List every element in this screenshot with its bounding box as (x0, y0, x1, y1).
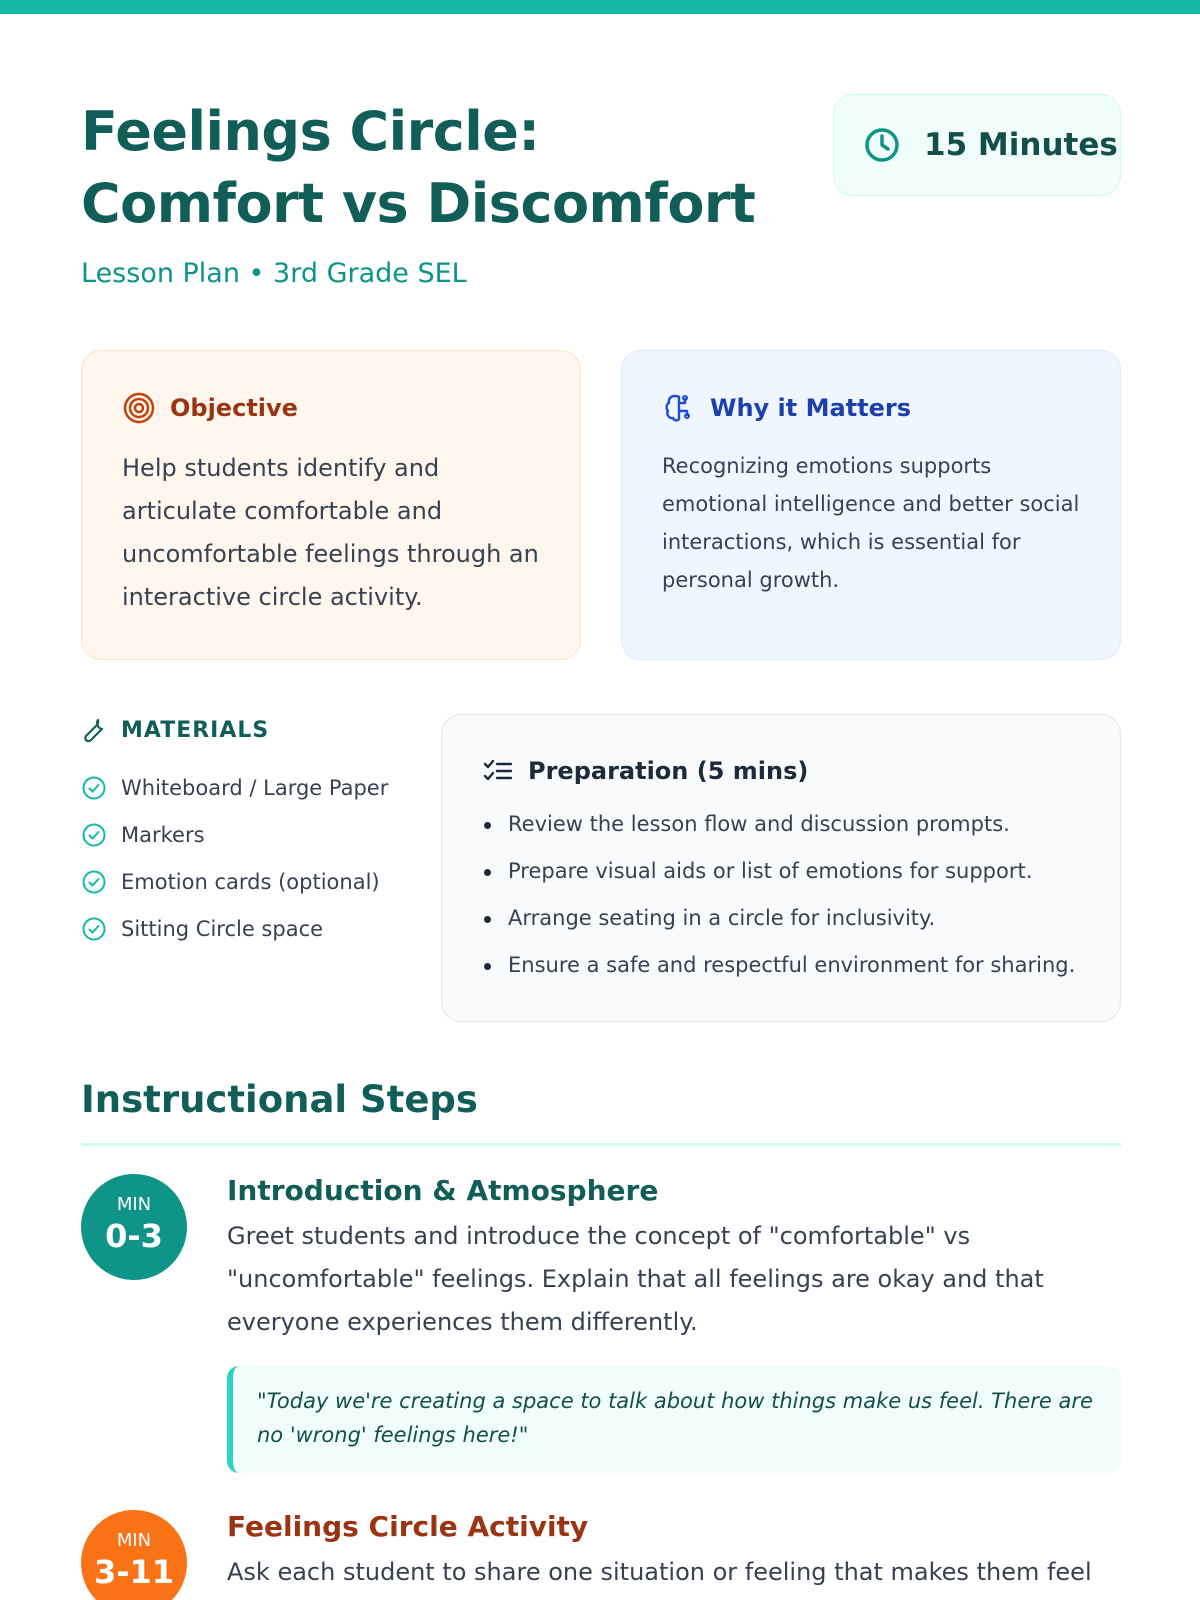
page-title (81, 96, 781, 240)
preparation-header (482, 755, 1080, 787)
list-item (81, 764, 421, 811)
step-content (227, 1174, 1121, 1473)
duration-text: 15 Minutes (924, 127, 1118, 163)
lesson-header (81, 96, 781, 289)
list-item (81, 858, 421, 905)
badge-range: 0-3 (105, 1217, 163, 1255)
title-line-2: Comfort vs Discomfort (81, 172, 756, 235)
material-label: Sitting Circle space (121, 916, 324, 941)
material-label: Markers (121, 822, 205, 847)
check-circle-icon (81, 869, 107, 895)
badge-range: 3-11 (93, 1553, 175, 1591)
check-circle-icon (81, 775, 107, 801)
step-description: Ask each student to share one situation or feeling that makes them feel (227, 1558, 1092, 1586)
why-title: Why it Matters (710, 394, 912, 422)
objective-body: Help students identify and articulate comfortable and uncomfortable feelings through an interactive circle activity. (122, 454, 539, 611)
list-item: Ensure a safe and respectful environment for sharing. (482, 942, 1080, 989)
preparation-list (482, 801, 1080, 989)
step-title: Feelings Circle Activity (227, 1510, 589, 1543)
why-header (662, 391, 1080, 425)
material-label: Whiteboard / Large Paper (121, 775, 389, 800)
step-time-badge (81, 1510, 187, 1600)
title-line-1: Feelings Circle: (81, 100, 540, 163)
materials-section (81, 716, 421, 952)
badge-min-label: MIN (116, 1194, 152, 1215)
duration-badge (833, 94, 1121, 196)
clock-icon (862, 125, 902, 165)
why-it-matters-card (621, 350, 1121, 660)
material-label: Emotion cards (optional) (121, 869, 380, 894)
brain-icon (662, 391, 696, 425)
why-body: Recognizing emotions supports emotional intelligence and better social interactions, which is essential for personal growth. (662, 454, 1080, 592)
check-circle-icon (81, 822, 107, 848)
page-subtitle: Lesson Plan • 3rd Grade SEL (81, 258, 467, 289)
step-description: Greet students and introduce the concept of "comfortable" vs "uncomfortable" feelings. Explain that all feelings are okay and that everyone experiences them differently. (227, 1222, 1044, 1336)
objective-header (122, 391, 540, 425)
list-item: Review the lesson flow and discussion prompts. (482, 801, 1080, 848)
list-item: Prepare visual aids or list of emotions for support. (482, 848, 1080, 895)
section-divider (81, 1143, 1121, 1146)
step-time-badge (81, 1174, 187, 1280)
checklist-icon (482, 755, 514, 787)
materials-list (81, 764, 421, 952)
preparation-title: Preparation (5 mins) (528, 757, 809, 785)
list-item (81, 905, 421, 952)
materials-title: MATERIALS (121, 717, 270, 743)
preparation-card (441, 714, 1121, 1022)
list-item (81, 811, 421, 858)
badge-min-label: MIN (116, 1530, 152, 1551)
list-item: Arrange seating in a circle for inclusivity. (482, 895, 1080, 942)
step-item (81, 1510, 1121, 1600)
teacher-script-quote: "Today we're creating a space to talk about how things make us feel. There are no 'wrong' feelings here!" (227, 1366, 1121, 1473)
check-circle-icon (81, 916, 107, 942)
top-accent-bar (0, 0, 1200, 14)
step-item (81, 1174, 1121, 1474)
materials-header (81, 716, 421, 744)
target-icon (122, 391, 156, 425)
objective-title: Objective (170, 394, 298, 422)
step-title: Introduction & Atmosphere (227, 1174, 659, 1207)
step-content (227, 1510, 1121, 1594)
section-title: Instructional Steps (81, 1078, 478, 1121)
wrench-icon (81, 716, 109, 744)
objective-card (81, 350, 581, 660)
